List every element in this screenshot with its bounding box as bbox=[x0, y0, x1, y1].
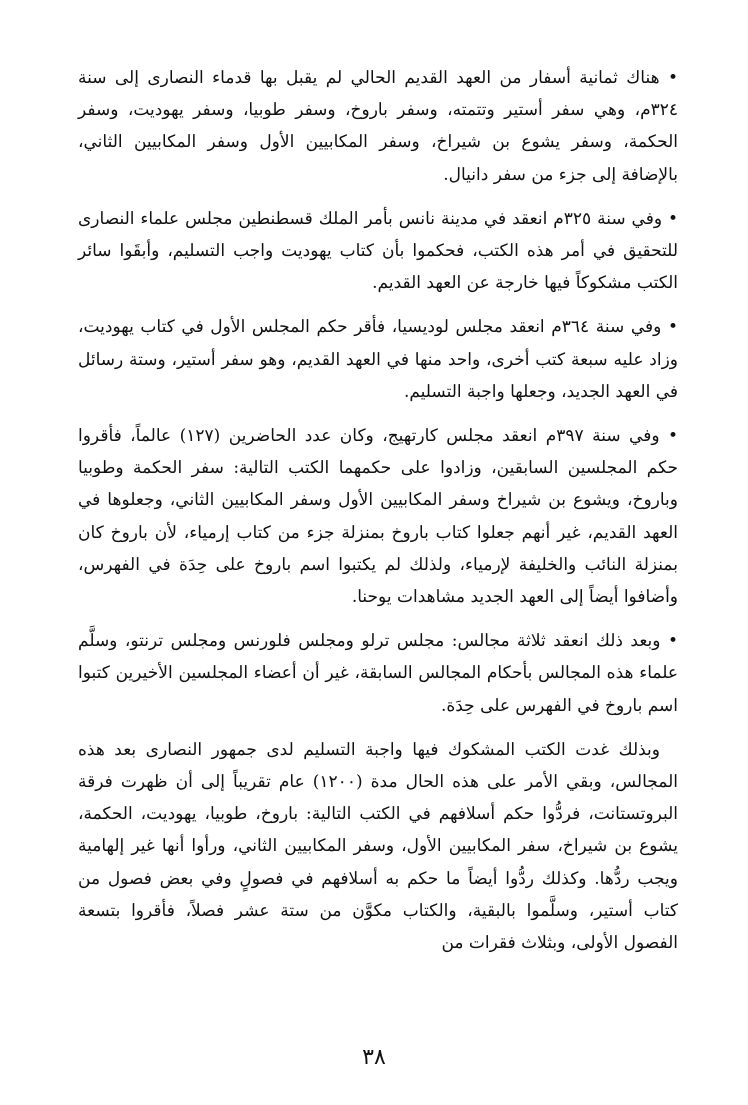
closing-paragraph: وبذلك غدت الكتب المشكوك فيها واجبة التسليم لدى جمهور النصارى بعد هذه المجالس، وبقي الأمر على هذه الحال مدة (١٢٠٠) عام تقريباً إلى أن ظهرت فرقة البروتستانت، فردُّوا حكم أسلافهم في الكتب التالية: باروخ، طوبيا، يهوديت، الحكمة، يشوع بن شيراخ، سفر المكابيين الأول، وسفر المكابيين الثاني، ورأوا أنها غير إلهامية ويجب ردُّها. وكذلك ردُّوا أيضاً ما حكم به أسلافهم في فصولٍ وفي بعض فصول من كتاب أستير، وسلَّموا بالبقية، والكتاب مكوَّن من ستة عشر فصلاً، فأقروا بتسعة الفصول الأولى، وبثلاث فقرات من bbox=[78, 739, 678, 954]
page-number: ٣٨ bbox=[362, 1045, 386, 1070]
bullet-paragraph-5: • وبعد ذلك انعقد ثلاثة مجالس: مجلس ترلو ومجلس فلورنس ومجلس ترنتو، وسلَّم علماء هذه المجالس بأحكام المجالس السابقة، غير أن أعضاء المجلسين الأخيرين كتبوا اسم باروخ في الفهرس على حِدَة. bbox=[78, 631, 678, 716]
bullet-paragraph-4: • وفي سنة ٣٩٧م انعقد مجلس كارتهيج، وكان عدد الحاضرين (١٢٧) عالماً، فأقروا حكم المجلسين السابقين، وزادوا على حكمهما الكتب التالية: سفر الحكمة وطوبيا وباروخ، ويشوع بن شيراخ وسفر المكابيين الأول وسفر المكابيين الثاني، وجعلوها في العهد القديم، غير أنهم جعلوا كتاب باروخ بمنزلة جزء من كتاب إرمياء، لأن باروخ كان بمنزلة النائب والخليفة لإرمياء، ولذلك لم يكتبوا اسم باروخ على حِدَة في الفهرس، وأضافوا أيضاً إلى العهد الجديد مشاهدات يوحنا. bbox=[78, 426, 678, 608]
bullet-paragraph-1: • هناك ثمانية أسفار من العهد القديم الحالي لم يقبل بها قدماء النصارى إلى سنة ٣٢٤م، وهي سفر أستير وتتمته، وسفر باروخ، وسفر طوبيا، وسفر يهوديت، وسفر الحكمة، وسفر يشوع بن شيراخ، وسفر المكابيين الأول وسفر المكابيين الثاني، بالإضافة إلى جزء من سفر دانيال. bbox=[78, 68, 678, 185]
bullet-paragraph-3: • وفي سنة ٣٦٤م انعقد مجلس لوديسيا، فأقر حكم المجلس الأول في كتاب يهوديت، وزاد عليه سبعة كتب أخرى، واحد منها في العهد القديم، وهو سفر أستير، وستة رسائل في العهد الجديد، وجعلها واجبة التسليم. bbox=[78, 317, 678, 402]
body-text bbox=[78, 62, 678, 959]
bullet-paragraph-2: • وفي سنة ٣٢٥م انعقد في مدينة نانس بأمر الملك قسطنطين مجلس علماء النصارى للتحقيق في أمر هذه الكتب، فحكموا بأن كتاب يهوديت واجب التسليم، وأبقَوا سائر الكتب مشكوكاً فيها خارجة عن العهد القديم. bbox=[78, 208, 678, 294]
